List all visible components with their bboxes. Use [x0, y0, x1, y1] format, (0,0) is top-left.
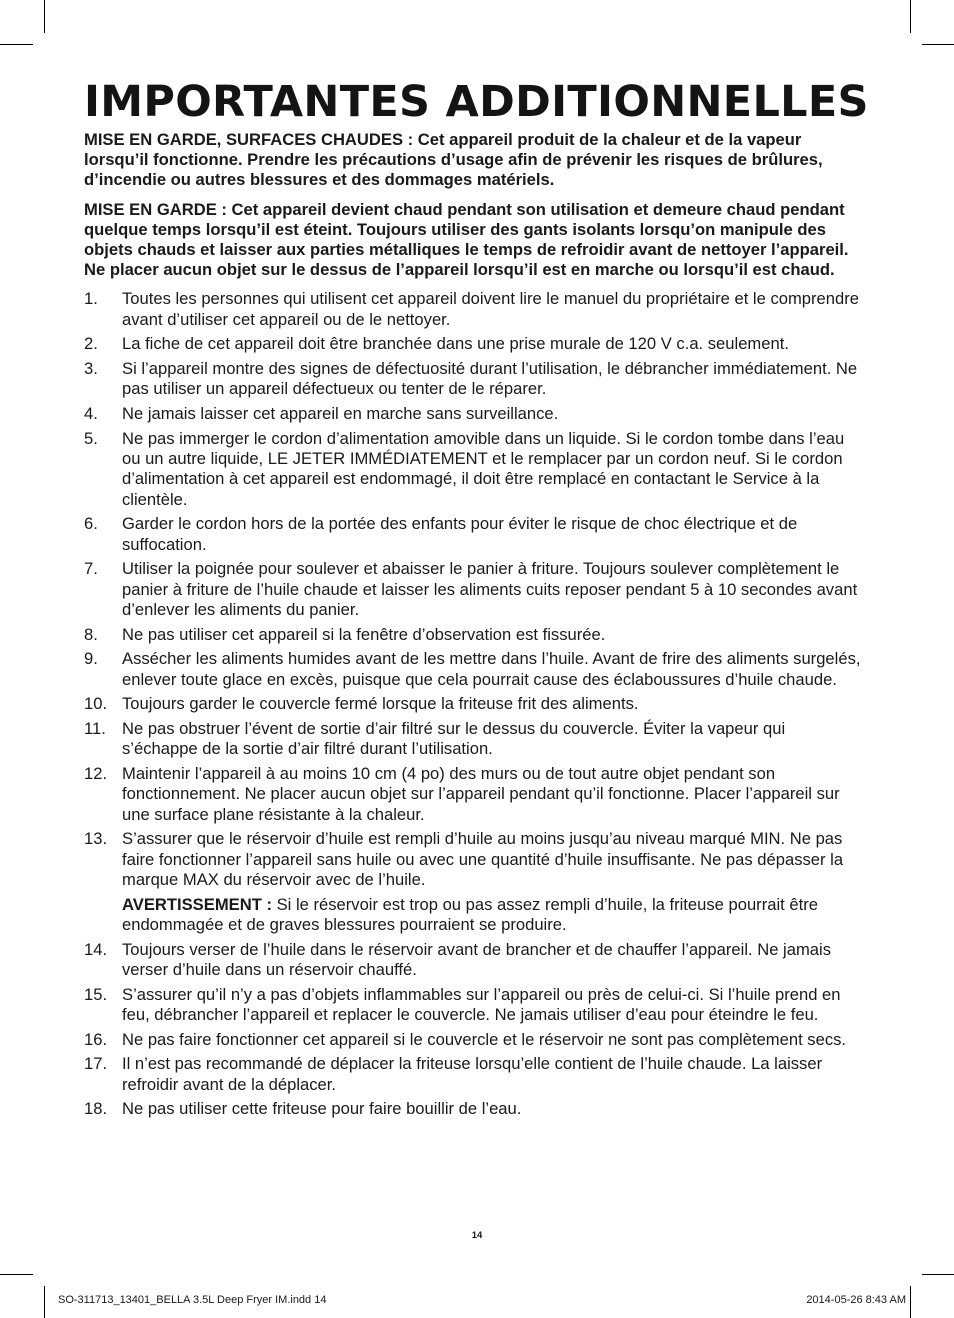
item-text: Assécher les aliments humides avant de les mettre dans l’huile. Avant de frire des aliments surgelés, enlever toute glace en excès, puisque que cela pourrait cause des éclaboussures d’huile chaude. — [122, 649, 861, 689]
list-item — [84, 1099, 862, 1119]
caution-warning — [84, 200, 862, 281]
footer-file-name: SO-311713_13401_BELLA 3.5L Deep Fryer IM.indd 14 — [58, 1294, 327, 1306]
item-text: Ne pas immerger le cordon d’alimentation amovible dans un liquide. Si le cordon tombe dans l’eau ou un autre liquide, LE JETER IMMÉDIATEMENT et le remplacer par un cordon neuf. Si le cordon d’alimentation à cet appareil est endommagé, il doit être remplacé en contactant le Service à la clientèle. — [122, 429, 845, 509]
footer-timestamp: 2014-05-26 8:43 AM — [806, 1294, 906, 1306]
list-item — [84, 1030, 862, 1050]
list-item — [84, 334, 862, 354]
page-number: 14 — [471, 1230, 483, 1241]
list-item — [84, 359, 862, 399]
item-text: Toutes les personnes qui utilisent cet appareil doivent lire le manuel du propriétaire et le comprendre avant d’utiliser cet appareil ou de le nettoyer. — [122, 289, 859, 329]
item-number: 2. — [84, 334, 98, 354]
list-item — [84, 559, 862, 620]
crop-mark — [910, 0, 911, 33]
item-number: 18. — [84, 1099, 108, 1119]
item-number: 11. — [84, 719, 106, 739]
item-number: 6. — [84, 514, 98, 534]
warning-text: Cet appareil devient chaud pendant son utilisation et demeure chaud pendant quelque temps lorsqu’il est éteint. Toujours utiliser des gants isolants lorsqu’on manipule des objets chauds et laisser aux parties métalliques le temps de refroidir avant de nettoyer l’appareil. Ne placer aucun objet sur le dessus de l’appareil lorsqu’il est en marche ou lorsqu’il est chaud. — [84, 199, 849, 280]
item-number: 17. — [84, 1054, 108, 1074]
list-item — [84, 985, 862, 1025]
item-number: 1. — [84, 289, 98, 309]
list-item — [84, 694, 862, 714]
safety-list — [84, 289, 862, 1119]
warning-text: Cet appareil produit de la chaleur et de la vapeur lorsqu’il fonctionne. Prendre les précautions d’usage afin de prévenir les risques de brûlures, d’incendie ou autres blessures et des dommages matériels. — [84, 130, 823, 190]
item-number: 15. — [84, 984, 108, 1004]
item-text: Toujours garder le couvercle fermé lorsque la friteuse frit des aliments. — [122, 694, 639, 714]
item-number: 9. — [84, 649, 98, 669]
item-text: Il n’est pas recommandé de déplacer la friteuse lorsqu’elle contient de l’huile chaude. La laisser refroidir avant de la déplacer. — [122, 1054, 823, 1094]
item-text: Ne pas utiliser cet appareil si la fenêtre d’observation est fissurée. — [122, 624, 606, 644]
item-number: 12. — [84, 764, 108, 784]
item-text: S’assurer qu’il n’y a pas d’objets inflammables sur l’appareil ou près de celui-ci. Si l’huile prend en feu, débrancher l’appareil et replacer le couvercle. Ne jamais utiliser d’eau pour éteindre le feu. — [122, 984, 841, 1024]
warning-note-label: AVERTISSEMENT : — [122, 894, 277, 914]
item-number: 8. — [84, 624, 98, 644]
warning-note-text: Si le réservoir est trop ou pas assez rempli d’huile, la friteuse pourrait être endommagée et de graves blessures pourraient se produire. — [122, 894, 818, 934]
warning-label: MISE EN GARDE : — [84, 199, 232, 219]
crop-mark — [910, 1286, 911, 1318]
warning-note — [122, 895, 862, 935]
item-text: Toujours verser de l’huile dans le réservoir avant de brancher et de chauffer l’appareil. Ne jamais verser d’huile dans un réservoir chauffé. — [122, 939, 831, 979]
item-text: Si l’appareil montre des signes de défectuosité durant l’utilisation, le débrancher immédiatement. Ne pas utiliser un appareil défectueux ou tenter de le réparer. — [122, 359, 858, 399]
crop-mark — [44, 0, 45, 33]
list-item — [84, 719, 862, 759]
warning-label: MISE EN GARDE, SURFACES CHAUDES : — [84, 130, 418, 149]
item-number: 13. — [84, 829, 108, 849]
item-text: La fiche de cet appareil doit être branchée dans une prise murale de 120 V c.a. seulement. — [122, 334, 789, 354]
item-text: Ne pas utiliser cette friteuse pour faire bouillir de l’eau. — [122, 1099, 522, 1119]
list-item — [84, 289, 862, 329]
item-number: 10. — [84, 694, 108, 714]
crop-mark — [0, 44, 33, 45]
item-number: 3. — [84, 359, 98, 379]
item-text: Maintenir l’appareil à au moins 10 cm (4 po) des murs ou de tout autre objet pendant son fonctionnement. Ne placer aucun objet sur l’appareil pendant qu’il fonctionne. Placer l’appareil sur une surface plane résistante à la chaleur. — [122, 764, 840, 824]
crop-mark — [922, 1274, 954, 1275]
item-text: Ne pas faire fonctionner cet appareil si le couvercle et le réservoir ne sont pas complètement secs. — [122, 1029, 847, 1049]
list-item — [84, 829, 862, 935]
list-item — [84, 764, 862, 825]
safety-content — [84, 130, 862, 1124]
list-item — [84, 1054, 862, 1094]
item-text: Garder le cordon hors de la portée des enfants pour éviter le risque de choc électrique et de suffocation. — [122, 514, 798, 554]
list-item — [84, 514, 862, 554]
item-number: 7. — [84, 559, 98, 579]
hot-surface-warning — [84, 130, 862, 191]
item-text: Ne jamais laisser cet appareil en marche sans surveillance. — [122, 404, 559, 424]
item-text: Ne pas obstruer l’évent de sortie d’air filtré sur le dessus du couvercle. Éviter la vapeur qui s’échappe de la sortie d’air filtré durant l’utilisation. — [122, 719, 786, 759]
item-number: 4. — [84, 404, 98, 424]
list-item — [84, 429, 862, 510]
item-number: 5. — [84, 429, 98, 449]
list-item — [84, 625, 862, 645]
crop-mark — [922, 44, 954, 45]
list-item — [84, 940, 862, 980]
item-number: 16. — [84, 1029, 108, 1049]
item-text: Utiliser la poignée pour soulever et abaisser le panier à friture. Toujours soulever complètement le panier à friture de l’huile chaude et laisser les aliments cuits reposer pendant 5 à 10 secondes avant d’enlever les aliments du panier. — [122, 559, 858, 619]
item-number: 14. — [84, 939, 108, 959]
list-item — [84, 649, 862, 689]
crop-mark — [0, 1274, 33, 1275]
list-item — [84, 404, 862, 424]
page-title: IMPORTANTES ADDITIONNELLES — [84, 77, 869, 127]
item-text: S’assurer que le réservoir d’huile est rempli d’huile au moins jusqu’au niveau marqué MIN. Ne pas faire fonctionner l’appareil sans huile ou avec une quantité d’huile insuffisante. Ne pas dépasser la marque MAX du réservoir avec de l’huile. — [122, 829, 844, 889]
crop-mark — [44, 1286, 45, 1318]
